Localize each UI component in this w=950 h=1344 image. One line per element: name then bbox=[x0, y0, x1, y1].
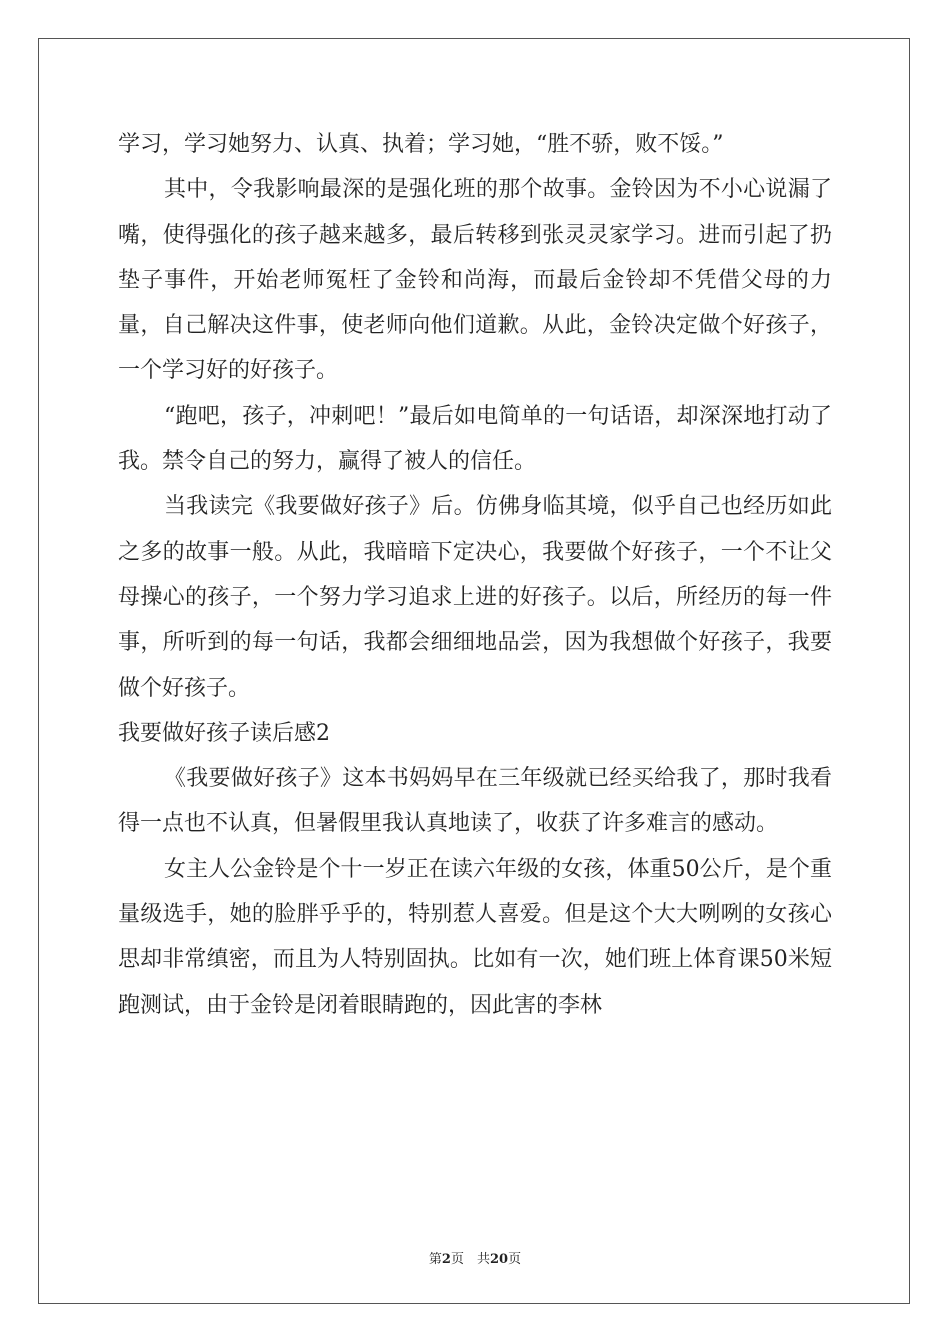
footer-prefix: 第 bbox=[428, 1252, 442, 1267]
paragraph-5: 《我要做好孩子》这本书妈妈早在三年级就已经买给我了，那时我看得一点也不认真，但暑假里我认真地读了，收获了许多难言的感动。 bbox=[118, 766, 832, 837]
paragraph-1: 学习，学习她努力、认真、执着；学习她，“胜不骄，败不馁。” bbox=[118, 132, 724, 157]
page-footer bbox=[0, 1248, 950, 1267]
footer-suffix: 页 bbox=[508, 1252, 522, 1267]
document-body bbox=[118, 122, 832, 1028]
section-heading: 我要做好孩子读后感2 bbox=[118, 720, 330, 746]
paragraph-2: 其中，令我影响最深的是强化班的那个故事。金铃因为不小心说漏了嘴，使得强化的孩子越来越多，最后转移到张灵灵家学习。进而引起了扔垫子事件，开始老师冤枉了金铃和尚海，而最后金铃却不凭借父母的力量，自己解决这件事，使老师向他们道歉。从此，金铃决定做个好孩子，一个学习好的好孩子。 bbox=[118, 177, 832, 384]
total-page-count: 20 bbox=[489, 1252, 509, 1267]
footer-middle: 页 共 bbox=[450, 1252, 490, 1267]
paragraph-3: “跑吧，孩子，冲刺吧！”最后如电简单的一句话语，却深深地打动了我。禁令自己的努力，赢得了被人的信任。 bbox=[118, 403, 832, 475]
paragraph-6: 女主人公金铃是个十一岁正在读六年级的女孩，体重50公斤，是个重量级选手，她的脸胖乎乎的，特别惹人喜爱。但是这个大大咧咧的女孩心思却非常缜密，而且为人特别固执。比如有一次，她们班上体育课50米短跑测试，由于金铃是闭着眼睛跑的，因此害的李林 bbox=[118, 856, 832, 1018]
paragraph-4: 当我读完《我要做好孩子》后。仿佛身临其境，似乎自己也经历如此之多的故事一般。从此，我暗暗下定决心，我要做个好孩子，一个不让父母操心的孩子，一个努力学习追求上进的好孩子。以后，所经历的每一件事，所听到的每一句话，我都会细细地品尝，因为我想做个好孩子，我要做个好孩子。 bbox=[118, 494, 832, 701]
current-page-number: 2 bbox=[441, 1252, 451, 1267]
